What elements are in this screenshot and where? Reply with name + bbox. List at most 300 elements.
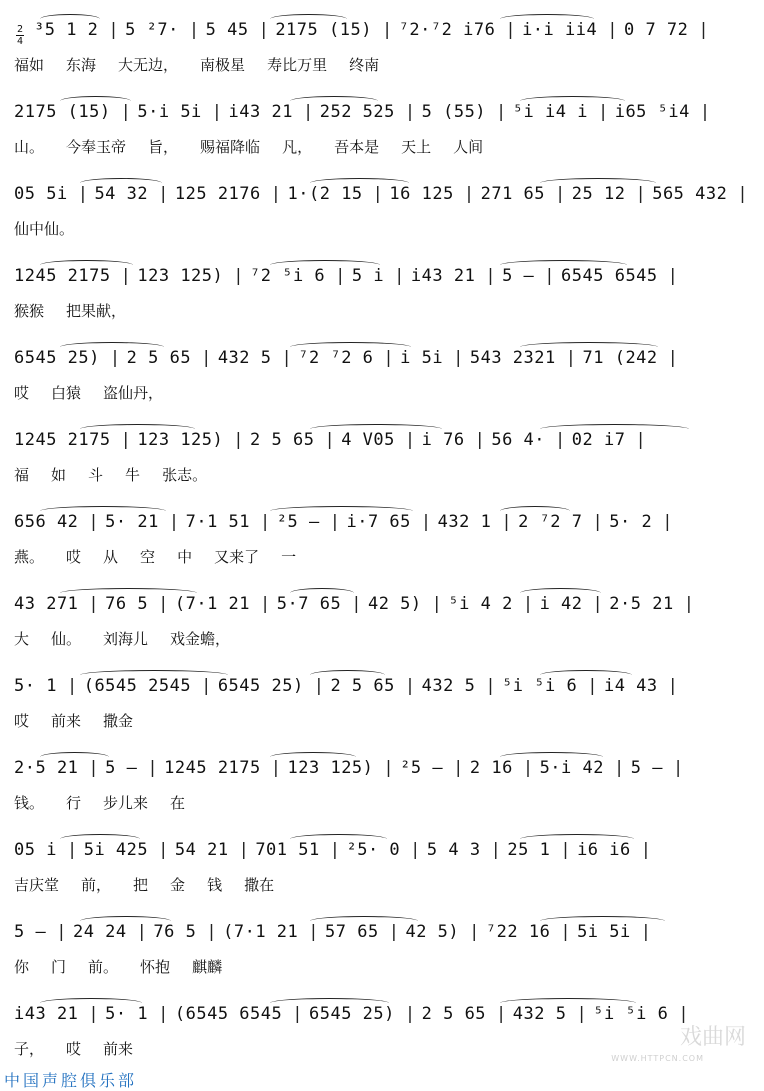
slur xyxy=(520,96,625,106)
barline: | xyxy=(678,1004,690,1024)
slur xyxy=(500,14,594,24)
measure: 54 21 xyxy=(174,840,229,860)
measure: ⁷2·⁷2 i76 xyxy=(398,20,496,40)
measure: 54 32 xyxy=(94,184,149,204)
lyric: 牛 xyxy=(125,466,141,484)
lyric: 中 xyxy=(177,548,193,566)
barline: | xyxy=(147,758,159,778)
barline: | xyxy=(699,102,711,122)
measure: 252 525 xyxy=(319,102,395,122)
measure: 123 125) xyxy=(137,430,224,450)
lyric: 一 xyxy=(281,548,297,566)
barline: | xyxy=(88,758,100,778)
measure: 5 4 3 xyxy=(426,840,481,860)
measure: 5· 1 xyxy=(14,676,57,696)
score-system xyxy=(0,102,764,182)
lyric: 如 xyxy=(51,466,67,484)
slur xyxy=(540,916,665,926)
slur xyxy=(500,998,636,1008)
measure: 5· 1 xyxy=(105,1004,149,1024)
lyric: 又来了 xyxy=(214,548,260,566)
lyric: 东海 xyxy=(66,56,97,74)
barline: | xyxy=(383,348,395,368)
barline: | xyxy=(56,922,67,942)
score-system xyxy=(0,594,764,674)
barline: | xyxy=(158,594,169,614)
slur xyxy=(310,424,442,434)
measure: 42 5) xyxy=(367,594,422,614)
barline: | xyxy=(120,266,132,286)
barline: | xyxy=(211,102,223,122)
lyric: 仙。 xyxy=(51,630,82,648)
barline: | xyxy=(410,840,421,860)
barline: | xyxy=(66,676,78,696)
barline: | xyxy=(485,266,497,286)
score-system xyxy=(0,348,764,428)
slur xyxy=(80,916,171,926)
measure: 2·5 21 xyxy=(609,594,674,614)
barline: | xyxy=(522,594,534,614)
measure: (7·1 21 xyxy=(174,594,251,614)
measure: 4 V05 xyxy=(341,430,395,450)
measure: 5 i xyxy=(351,266,385,286)
measure: 25 1 xyxy=(507,840,551,860)
measure: 1245 2175 xyxy=(14,430,111,450)
slur xyxy=(310,178,409,188)
slur xyxy=(80,178,162,188)
lyric: 天上 xyxy=(401,138,432,156)
site-watermark-url: WWW.HTTPCN.COM xyxy=(611,1054,704,1063)
measure: 701 51 xyxy=(255,840,320,860)
slur xyxy=(60,342,164,352)
measure: 76 5 xyxy=(153,922,197,942)
lyric: 前来 xyxy=(103,1040,134,1058)
barline: | xyxy=(737,184,749,204)
lyric: 寿比万里 xyxy=(267,56,328,74)
measure: 25 12 xyxy=(571,184,626,204)
measure: 5 — xyxy=(14,922,47,942)
notation-line xyxy=(14,758,754,778)
lyrics-line xyxy=(14,300,754,321)
barline: | xyxy=(201,348,212,368)
slur xyxy=(270,752,356,762)
barline: | xyxy=(683,594,695,614)
slur xyxy=(500,506,570,516)
measure: 2·5 21 xyxy=(14,758,79,778)
measure: i4 43 xyxy=(603,676,658,696)
barline: | xyxy=(496,102,507,122)
barline: | xyxy=(388,922,400,942)
lyric: 戏金蟾， xyxy=(170,630,231,648)
lyric: 吉庆堂 xyxy=(14,876,60,894)
measure: 565 432 xyxy=(652,184,728,204)
barline: | xyxy=(404,102,416,122)
lyric: 斗 xyxy=(88,466,104,484)
measure: 543 2321 xyxy=(469,348,556,368)
lyric: 空 xyxy=(140,548,156,566)
barline: | xyxy=(667,676,679,696)
barline: | xyxy=(463,184,475,204)
lyrics-line xyxy=(14,874,754,895)
slur xyxy=(290,342,411,352)
measure: ²5 — xyxy=(276,512,320,532)
slur xyxy=(40,14,100,24)
barline: | xyxy=(188,20,200,40)
lyric: 你 xyxy=(14,958,30,976)
barline: | xyxy=(565,348,577,368)
lyric: 哎 xyxy=(14,384,30,402)
barline: | xyxy=(431,594,443,614)
measure: 1245 2175 xyxy=(14,266,111,286)
barline: | xyxy=(66,840,78,860)
measure: 125 2176 xyxy=(174,184,261,204)
barline: | xyxy=(576,1004,588,1024)
measure: 5 — xyxy=(502,266,535,286)
slur xyxy=(60,96,131,106)
measure: ⁵i 4 2 xyxy=(448,594,513,614)
barline: | xyxy=(206,922,218,942)
measure: 5i 5i xyxy=(577,922,631,942)
lyric: 白猿 xyxy=(51,384,82,402)
measure: (6545 2545 xyxy=(83,676,192,696)
barline: | xyxy=(496,1004,507,1024)
lyrics-line xyxy=(14,792,754,813)
lyric: 哎 xyxy=(66,548,82,566)
measure: (7·1 21 xyxy=(223,922,299,942)
lyric: 吾本是 xyxy=(334,138,380,156)
barline: | xyxy=(505,20,517,40)
barline: | xyxy=(158,840,169,860)
lyric: 猴猴 xyxy=(14,302,45,320)
lyric: 盗仙丹， xyxy=(103,384,164,402)
measure: i·i ii4 xyxy=(522,20,598,40)
measure: 5·7 65 xyxy=(276,594,342,614)
slur xyxy=(500,752,603,762)
barline: | xyxy=(640,840,652,860)
measure: 6545 25) xyxy=(14,348,100,368)
measure: 5· 2 xyxy=(609,512,653,532)
measure: 43 271 xyxy=(14,594,79,614)
lyric: 在 xyxy=(170,794,186,812)
measure: 24 24 xyxy=(72,922,127,942)
lyric: 人间 xyxy=(453,138,484,156)
barline: | xyxy=(120,102,132,122)
slur xyxy=(80,424,195,434)
lyrics-line xyxy=(14,464,754,485)
slur xyxy=(290,834,387,844)
measure: 2 5 65 xyxy=(250,430,315,450)
barline: | xyxy=(335,266,346,286)
lyrics-line xyxy=(14,710,754,731)
lyric: 门 xyxy=(51,958,67,976)
lyric: 钱。 xyxy=(14,794,45,812)
lyric: 前。 xyxy=(88,958,119,976)
lyric: 金 xyxy=(170,876,186,894)
lyrics-line xyxy=(14,546,754,567)
lyric: 撒在 xyxy=(244,876,275,894)
slur xyxy=(270,14,347,24)
barline: | xyxy=(592,594,604,614)
barline: | xyxy=(474,430,486,450)
lyric: 步儿来 xyxy=(103,794,149,812)
barline: | xyxy=(635,430,647,450)
measure: 2175 (15) xyxy=(14,102,111,122)
barline: | xyxy=(260,512,271,532)
measure: 123 125) xyxy=(287,758,374,778)
lyric: 钱 xyxy=(207,876,223,894)
barline: | xyxy=(453,348,464,368)
slur xyxy=(270,260,380,270)
lyrics-line xyxy=(14,136,754,157)
barline: | xyxy=(635,184,647,204)
barline: | xyxy=(168,512,180,532)
lyric: 赐福降临 xyxy=(200,138,261,156)
barline: | xyxy=(469,922,480,942)
slur xyxy=(520,588,601,598)
barline: | xyxy=(587,676,598,696)
measure: 6545 25) xyxy=(308,1004,395,1024)
measure: 0 7 72 xyxy=(623,20,689,40)
barline: | xyxy=(592,512,604,532)
slur xyxy=(40,752,109,762)
barline: | xyxy=(313,676,325,696)
measure: i 5i xyxy=(400,348,444,368)
measure: 56 4· xyxy=(491,430,546,450)
site-watermark: 戏曲网 xyxy=(679,1025,746,1050)
barline: | xyxy=(544,266,556,286)
measure: i43 21 xyxy=(228,102,293,122)
lyric: 燕。 xyxy=(14,548,45,566)
lyrics-line xyxy=(14,54,754,75)
barline: | xyxy=(555,184,566,204)
lyric: 福如 xyxy=(14,56,45,74)
measure: i6 i6 xyxy=(577,840,631,860)
measure: 5 (55) xyxy=(421,102,487,122)
slur xyxy=(310,670,385,680)
slur xyxy=(540,424,689,434)
measure: ³5 1 2 xyxy=(34,20,99,40)
barline: | xyxy=(522,758,534,778)
lyric: 从 xyxy=(103,548,119,566)
measure: 2 5 65 xyxy=(126,348,192,368)
barline: | xyxy=(120,430,132,450)
slur xyxy=(80,670,228,680)
barline: | xyxy=(560,840,572,860)
barline: | xyxy=(88,512,100,532)
barline: | xyxy=(613,758,625,778)
lyric: 凡， xyxy=(282,138,313,156)
measure: 2 ⁷2 7 xyxy=(518,512,583,532)
slur xyxy=(520,342,658,352)
slur xyxy=(40,260,133,270)
slur xyxy=(40,998,142,1008)
measure: ⁵i ⁵i 6 xyxy=(502,676,578,696)
measure: i43 21 xyxy=(14,1004,79,1024)
measure: ⁷22 16 xyxy=(485,922,551,942)
lyric: 前来 xyxy=(51,712,82,730)
barline: | xyxy=(88,594,100,614)
measure: 05 i xyxy=(14,840,57,860)
measure: 2175 (15) xyxy=(275,20,372,40)
barline: | xyxy=(270,758,282,778)
barline: | xyxy=(667,266,679,286)
barline: | xyxy=(201,676,212,696)
lyric: 山。 xyxy=(14,138,45,156)
measure: 5 — xyxy=(105,758,138,778)
measure: 71 (242 xyxy=(582,348,658,368)
measure: 432 5 xyxy=(512,1004,567,1024)
measure: 1245 2175 xyxy=(164,758,261,778)
measure: i 76 xyxy=(421,430,465,450)
barline: | xyxy=(238,840,250,860)
measure: i65 ⁵i4 xyxy=(614,102,690,122)
barline: | xyxy=(329,512,341,532)
measure: (6545 6545 xyxy=(174,1004,283,1024)
barline: | xyxy=(404,430,416,450)
score-system xyxy=(0,20,764,100)
measure: 432 1 xyxy=(437,512,492,532)
lyric: 福 xyxy=(14,466,30,484)
lyric: 旨， xyxy=(148,138,179,156)
score-system xyxy=(0,840,764,920)
lyrics-line xyxy=(14,382,754,403)
barline: | xyxy=(302,102,314,122)
lyrics-line xyxy=(14,956,754,977)
barline: | xyxy=(351,594,362,614)
lyric: 哎 xyxy=(14,712,30,730)
barline: | xyxy=(329,840,341,860)
measure: 5i 425 xyxy=(83,840,149,860)
lyric: 哎 xyxy=(66,1040,82,1058)
measure: ⁵i ⁵i 6 xyxy=(593,1004,669,1024)
slur xyxy=(310,916,418,926)
score-system xyxy=(0,266,764,346)
measure: 5· 21 xyxy=(105,512,159,532)
barline: | xyxy=(420,512,432,532)
score-system xyxy=(0,184,764,264)
measure: 16 125 xyxy=(389,184,454,204)
measure: 6545 25) xyxy=(217,676,304,696)
lyric: 大 xyxy=(14,630,30,648)
measure: 76 5 xyxy=(105,594,149,614)
measure: ²5 — xyxy=(400,758,444,778)
time-signature-top: 2 xyxy=(16,24,24,35)
barline: | xyxy=(404,676,416,696)
measure: 5 — xyxy=(630,758,663,778)
measure: 656 42 xyxy=(14,512,79,532)
barline: | xyxy=(640,922,652,942)
measure: 5·i 42 xyxy=(539,758,604,778)
score-system xyxy=(0,676,764,756)
score-system xyxy=(0,430,764,510)
barline: | xyxy=(394,266,405,286)
measure: 271 65 xyxy=(480,184,546,204)
measure: i·7 65 xyxy=(346,512,411,532)
barline: | xyxy=(281,348,293,368)
barline: | xyxy=(260,594,271,614)
barline: | xyxy=(108,20,120,40)
barline: | xyxy=(158,1004,169,1024)
lyric: 把果献， xyxy=(66,302,127,320)
barline: | xyxy=(698,20,710,40)
barline: | xyxy=(560,922,572,942)
measure: 5·i 5i xyxy=(137,102,202,122)
measure: 05 5i xyxy=(14,184,68,204)
measure: 57 65 xyxy=(325,922,379,942)
barline: | xyxy=(662,512,673,532)
lyric: 刘海儿 xyxy=(103,630,149,648)
measure: i43 21 xyxy=(410,266,476,286)
barline: | xyxy=(381,20,393,40)
slur xyxy=(540,670,632,680)
measure: 5 ²7· xyxy=(125,20,179,40)
measure: 2 16 xyxy=(469,758,513,778)
lyric: 仙中仙。 xyxy=(14,220,75,238)
slur xyxy=(270,506,413,516)
measure: ⁵i i4 i xyxy=(512,102,588,122)
lyrics-line xyxy=(14,218,754,239)
lyric: 怀抱 xyxy=(140,958,171,976)
slur xyxy=(270,998,389,1008)
score-system xyxy=(0,922,764,1002)
barline: | xyxy=(485,676,497,696)
barline: | xyxy=(88,1004,100,1024)
barline: | xyxy=(77,184,89,204)
time-signature-bottom: 4 xyxy=(16,36,24,47)
barline: | xyxy=(233,430,245,450)
measure: 432 5 xyxy=(421,676,476,696)
barline: | xyxy=(109,348,121,368)
barline: | xyxy=(667,348,679,368)
slur xyxy=(40,506,166,516)
measure: 7·1 51 xyxy=(185,512,251,532)
measure: i 42 xyxy=(539,594,583,614)
slur xyxy=(500,260,627,270)
slur xyxy=(520,834,634,844)
lyric: 子， xyxy=(14,1040,45,1058)
barline: | xyxy=(597,102,609,122)
measure: 2 5 65 xyxy=(330,676,395,696)
barline: | xyxy=(258,20,270,40)
lyric: 今奉玉帝 xyxy=(66,138,127,156)
measure: ⁷2 ⁵i 6 xyxy=(250,266,326,286)
barline: | xyxy=(136,922,148,942)
lyric: 行 xyxy=(66,794,82,812)
barline: | xyxy=(233,266,245,286)
lyric: 麒麟 xyxy=(192,958,223,976)
score-system xyxy=(0,512,764,592)
slur xyxy=(540,178,656,188)
lyric: 张志。 xyxy=(162,466,208,484)
lyrics-line xyxy=(14,628,754,649)
lyric: 南极星 xyxy=(200,56,246,74)
lyric: 终南 xyxy=(349,56,380,74)
lyric: 把 xyxy=(133,876,149,894)
score-system xyxy=(0,758,764,838)
measure: 6545 6545 xyxy=(561,266,658,286)
barline: | xyxy=(158,184,169,204)
measure: ²5· 0 xyxy=(346,840,401,860)
barline: | xyxy=(383,758,395,778)
footer-mark: 中国声腔俱乐部 xyxy=(4,1071,138,1090)
measure: 123 125) xyxy=(137,266,224,286)
barline: | xyxy=(404,1004,416,1024)
measure: 02 i7 xyxy=(571,430,626,450)
barline: | xyxy=(607,20,618,40)
barline: | xyxy=(292,1004,303,1024)
barline: | xyxy=(324,430,336,450)
barline: | xyxy=(672,758,684,778)
